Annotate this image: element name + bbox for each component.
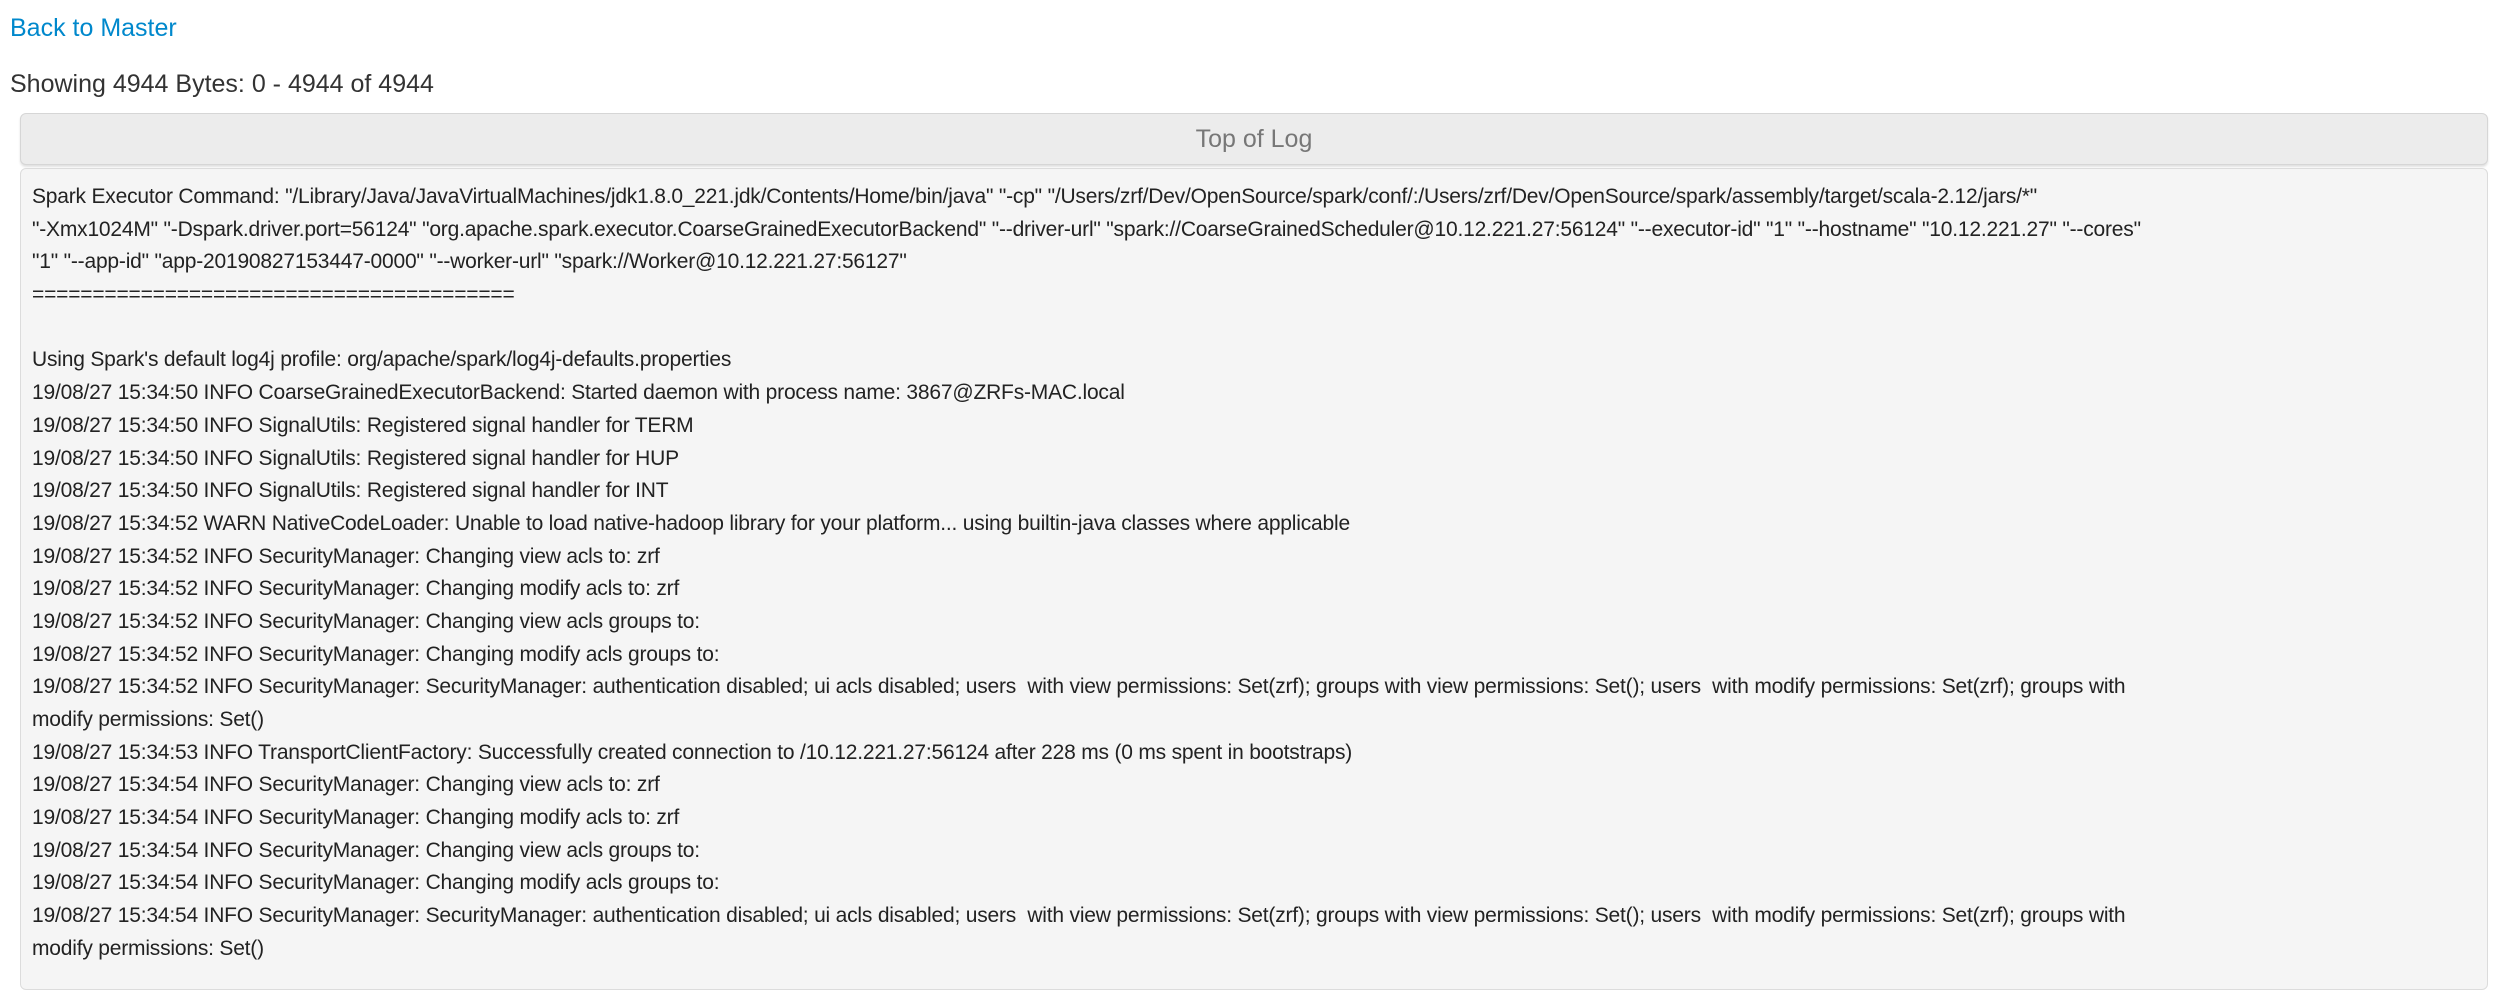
log-line: 19/08/27 15:34:50 INFO SignalUtils: Registered signal handler for INT <box>32 479 669 503</box>
log-line <box>32 312 2141 345</box>
log-line: ======================================== <box>32 283 515 307</box>
log-line: Using Spark's default log4j profile: org/apache/spark/log4j-defaults.properties <box>32 348 732 372</box>
log-line: 19/08/27 15:34:54 INFO SecurityManager: Changing view acls to: zrf <box>32 773 660 797</box>
log-line: modify permissions: Set() <box>32 936 264 960</box>
log-line: 19/08/27 15:34:50 INFO CoarseGrainedExecutorBackend: Started daemon with process name: 3867@ZRFs-MAC.local <box>32 381 1125 405</box>
log-line: 19/08/27 15:34:54 INFO SecurityManager: Changing view acls groups to: <box>32 838 706 862</box>
back-to-master-link[interactable]: Back to Master <box>10 14 177 42</box>
log-content[interactable] <box>20 168 2488 990</box>
log-line: 19/08/27 15:34:53 INFO TransportClientFactory: Successfully created connection to /10.12.221.27:56124 after 228 ms (0 ms spent in bootstraps) <box>32 740 1353 764</box>
log-line: modify permissions: Set() <box>32 708 264 731</box>
log-line: 19/08/27 15:34:50 INFO SignalUtils: Registered signal handler for TERM <box>32 413 694 437</box>
log-line: "-Xmx1024M" "-Dspark.driver.port=56124" "org.apache.spark.executor.CoarseGrainedExecutorBackend" "--driver-url" "spark://CoarseGrainedScheduler@10.12.221.27:56124" "--executor-id" "1" "--hostname" "10.12.221.27" "--cores" <box>32 217 2141 241</box>
top-of-log-button[interactable]: Top of Log <box>20 113 2488 165</box>
log-line: Spark Executor Command: "/Library/Java/JavaVirtualMachines/jdk1.8.0_221.jdk/Contents/Home/bin/java" "-cp" "/Users/zrf/Dev/OpenSource/spark/conf/:/Users/zrf/Dev/OpenSource/spark/assembly/target/scala-2.12/jars/*" <box>32 185 2038 208</box>
log-line: 19/08/27 15:34:50 INFO SignalUtils: Registered signal handler for HUP <box>32 446 679 470</box>
log-line: 19/08/27 15:34:52 INFO SecurityManager: SecurityManager: authentication disabled; ui acls disabled; users with view permissions: Set(zrf); groups with view permissions: Set(); users with modify permissions: Set(zrf); groups with <box>32 675 2126 699</box>
log-line: "1" "--app-id" "app-20190827153447-0000" "--worker-url" "spark://Worker@10.12.221.27:56127" <box>32 250 907 274</box>
log-line: 19/08/27 15:34:52 WARN NativeCodeLoader: Unable to load native-hadoop library for your platform... using builtin-java classes where applicable <box>32 511 1350 535</box>
byte-range-status: Showing 4944 Bytes: 0 - 4944 of 4944 <box>10 70 434 98</box>
log-line: 19/08/27 15:34:52 INFO SecurityManager: Changing view acls groups to: <box>32 609 706 633</box>
log-line: 19/08/27 15:34:52 INFO SecurityManager: Changing modify acls groups to: <box>32 642 725 666</box>
log-line: 19/08/27 15:34:54 INFO SecurityManager: Changing modify acls groups to: <box>32 871 725 895</box>
log-line: 19/08/27 15:34:54 INFO SecurityManager: Changing modify acls to: zrf <box>32 806 680 830</box>
log-lines <box>32 181 2141 966</box>
log-line: 19/08/27 15:34:52 INFO SecurityManager: Changing view acls to: zrf <box>32 544 660 568</box>
log-line: 19/08/27 15:34:54 INFO SecurityManager: SecurityManager: authentication disabled; ui acls disabled; users with view permissions: Set(zrf); groups with view permissions: Set(); users with modify permissions: Set(zrf); groups with <box>32 904 2126 928</box>
log-line: 19/08/27 15:34:52 INFO SecurityManager: Changing modify acls to: zrf <box>32 577 680 601</box>
